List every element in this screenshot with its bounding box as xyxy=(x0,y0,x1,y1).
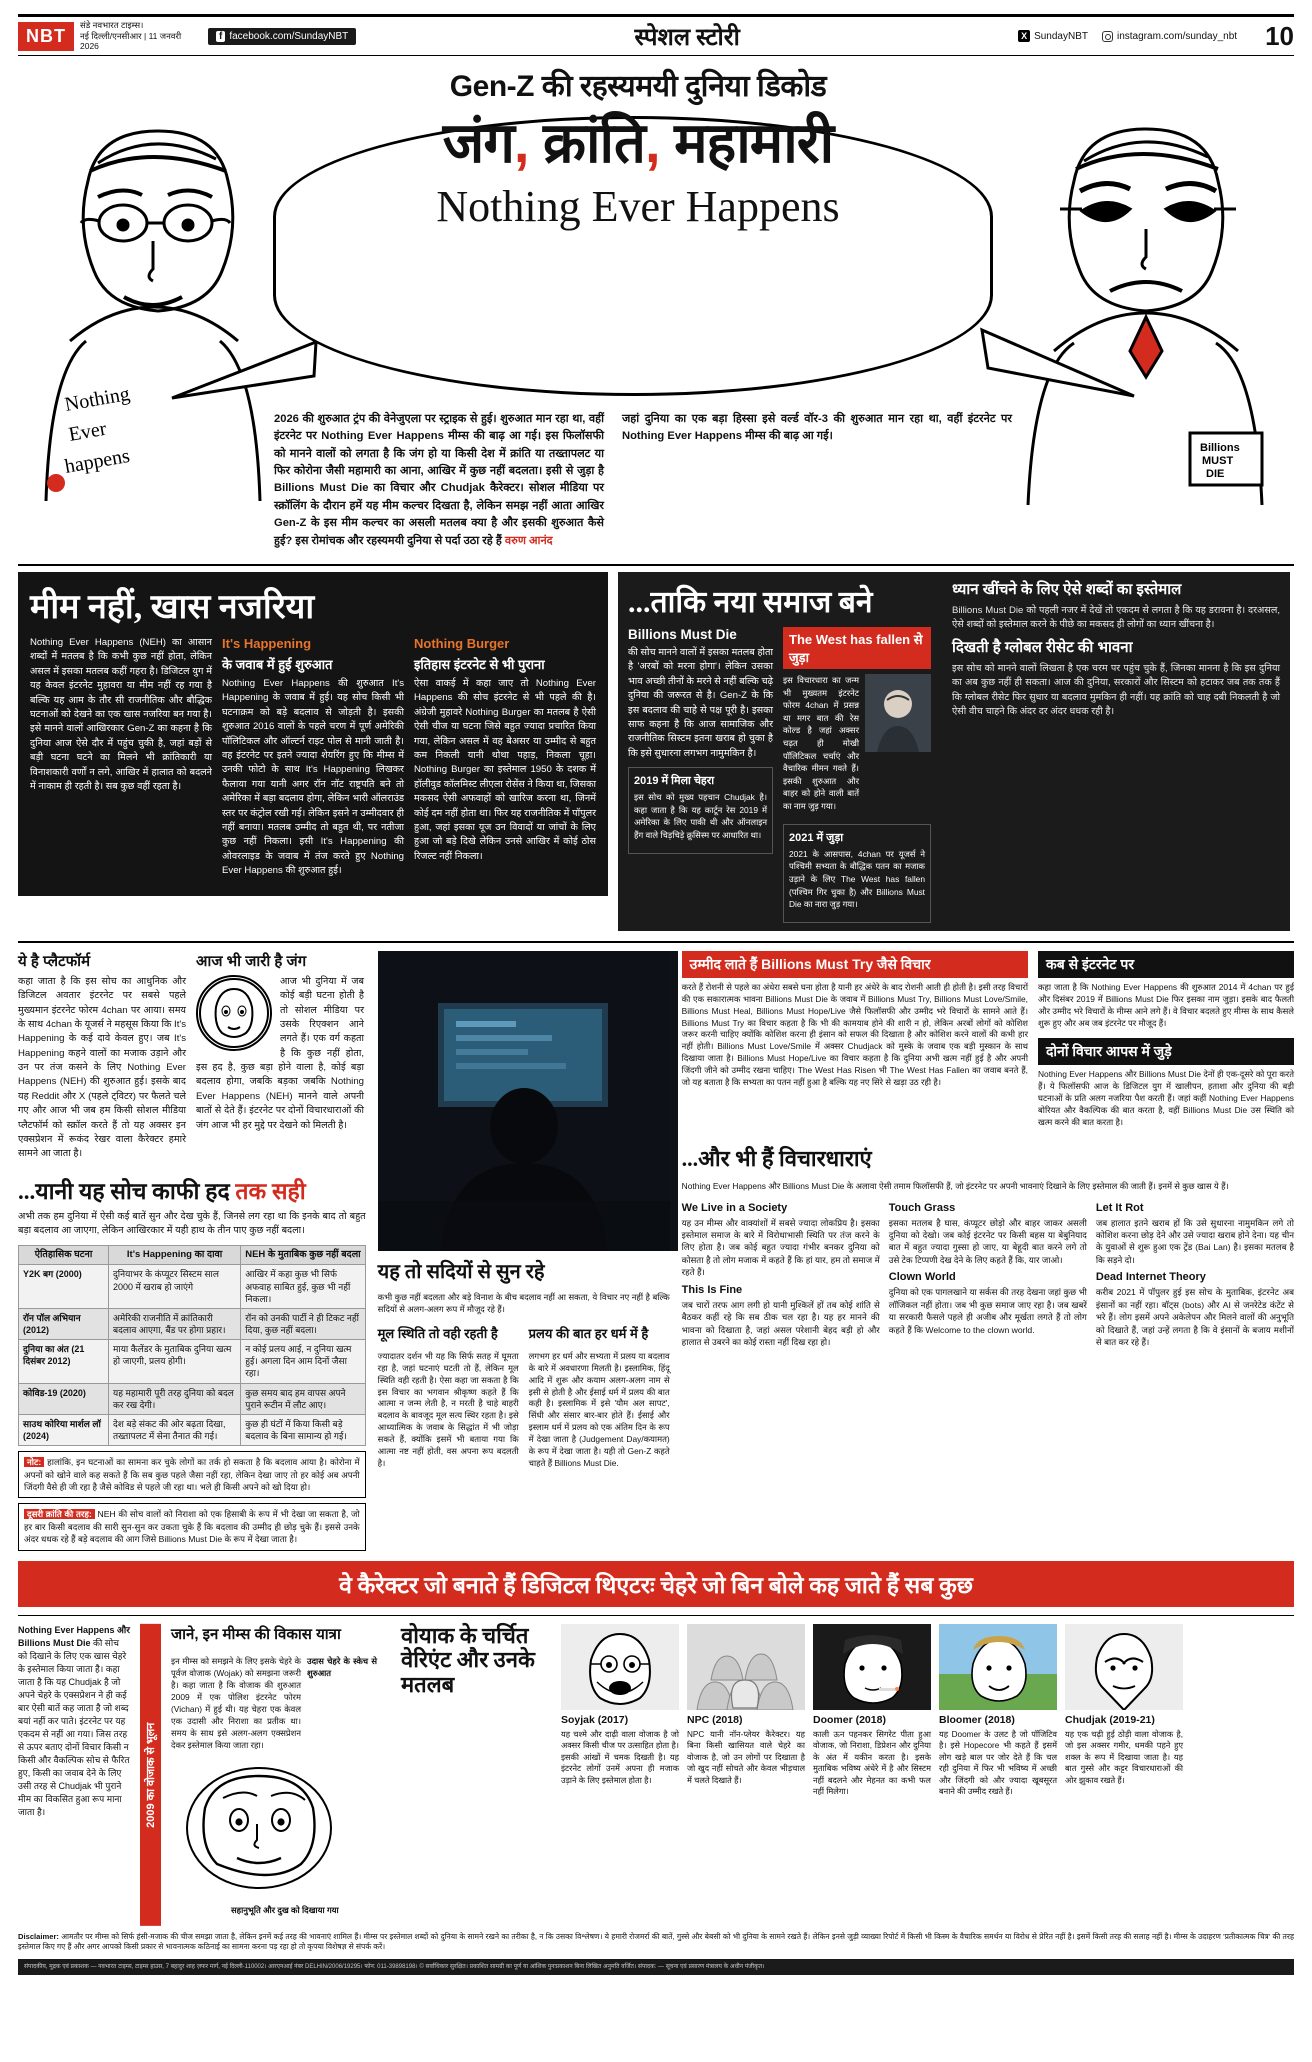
facebook-handle: facebook.com/SundayNBT xyxy=(229,30,349,42)
cell-event: दुनिया का अंत (21 दिसंबर 2012) xyxy=(19,1340,109,1383)
masthead xyxy=(18,14,1294,56)
table-row xyxy=(19,1265,366,1308)
memes-intro-block xyxy=(18,1624,130,1926)
nothing-burger-title: Nothing Burger xyxy=(414,636,510,651)
soyjak-image xyxy=(561,1624,679,1710)
lead-paragraphs xyxy=(274,411,1034,550)
instagram-handle: instagram.com/sunday_nbt xyxy=(1117,30,1238,42)
disclaimer-body: आमतौर पर मीम्स को सिर्फ हंसी-मजाक की चीज समझा जाता है, लेकिन इनमें कई तरह की भावनाएं शामिल हैं। मीम्स पर इस्तेमाल शब्दों को दुनिया के सामने रखने का तरीका है, न कि उसका विश्लेषण। ये हमारी रोजमर्रा की बातें, गुस्से और बेबसी को भी दुनिया के सामने रखते हैं। लेकिन इनसे जुड़ी व्याख्या रिपोर्ट में किसी भी किस्म के वैचारिक समर्थन या विरोध से प्रेरित नहीं है। इसमें किसी तरह की सलाह नहीं है। मीम्स के उदाहरण 'प्रतीकात्मक चित्र' की तरह इस्तेमाल किए गए हैं और अगर आपको किसी प्रकार से भावनात्मक कठिनाई का सामना करना पड़ रहा हो तो कृपया विशेषज्ञ से संपर्क करें। xyxy=(18,1931,1294,1952)
soyjak-graphic xyxy=(561,1624,679,1710)
war-body: आज भी दुनिया में जब कोई बड़ी घटना होती है तो सोशल मीडिया पर उसके रिएक्शन आने लगते हैं। एक वर्ग कहता है कि कुछ नहीं होता, इस हद है, कुछ बड़ा होने वाला है, कोई बड़ा बदलाव होगा, जबकि बड़का जबकि Nothing Ever Happens (NEH) मानने वाले अपनी बातों से देते हैं। इंटरनेट पर दोनों विचारधाराओं की जंग आज भी हर मुद्दे पर देखने को मिलती है। xyxy=(196,975,364,1131)
bmd-box-2021-body: 2021 के आसपास, 4chan पर यूजर्स ने पश्चिमी सभ्यता के बौद्धिक पतन का मजाक उड़ाने के लिए The West has fallen (पश्चिम गिर चुका है) और Billions Must Die का नारा जुड़ गया। xyxy=(789,848,925,910)
twitter-handle: SundayNBT xyxy=(1034,30,1088,42)
meme-nahi-col-1 xyxy=(30,636,212,884)
memes-intro-title: Nothing Ever Happens और Billions Must Die xyxy=(18,1624,130,1648)
meme-title: Bloomer (2018) xyxy=(939,1713,1015,1726)
bmd-box-2019 xyxy=(628,767,773,853)
wojak-avatar xyxy=(196,975,272,1051)
person-at-computer-photo xyxy=(378,951,678,1251)
meme-body: यह चश्मे और दाढ़ी वाला वोजाक है जो अक्सर किसी चीज पर उत्साहित होता है। इसकी आंखों में चमक दिखती है। यह इंटरनेट लोगों उनमें अपना ही मजाक उड़ाने के लिए इस्तेमाल होता है। xyxy=(561,1729,679,1785)
newspaper-page xyxy=(0,14,1312,2062)
headline-word-2: क्रांति xyxy=(543,111,645,174)
th-claim: It's Happening का दावा xyxy=(109,1245,241,1265)
bloomer-image xyxy=(939,1624,1057,1710)
dono-vichar-body: Nothing Ever Happens और Billions Must Die देनों ही एक-दूसरे को पूरा करते हैं। ये फिलॉसफी आज के डिजिटल युग में खालीपन, हताशा और दुनिया की बड़ी घटनाओं के प्रति अलग नजरिया पैश करती हैं। जहां कहीं Nothing Ever Happens बोरियत और वैकल्पिक की बात करता है, वहीं Billions Must Die उस स्थिति को खत्म करने की बात करता है। xyxy=(1038,1068,1294,1127)
disclaimer-label: Disclaimer: xyxy=(18,1931,59,1941)
instagram-icon xyxy=(1102,31,1113,42)
kab-se-title: कब से इंटरनेट पर xyxy=(1038,951,1294,978)
headline-group xyxy=(318,64,958,232)
lead-paragraph-right: जहां दुनिया का एक बड़ा हिस्सा इसे वर्ल्ड वॉर-3 की शुरुआत मान रहा था, वहीं इंटरनेट पर Nothing Ever Happens मीम्स की बाढ़ आ गई। xyxy=(622,413,1012,443)
note-2 xyxy=(18,1503,366,1550)
variants-heading-block xyxy=(401,1624,551,1926)
table-row xyxy=(19,1340,366,1383)
meme-title: Doomer (2018) xyxy=(813,1713,886,1726)
footer-imprint: संपादकीय, मुद्रक एवं प्रकाशक — नवभारत टाइम्स, टाइम्स हाउस, 7 बहादुर शाह ज़फर मार्ग, नई दिल्ली-110002। आरएनआई नंबर DELHIN/2006/19295। फोन: 011-39898198। © सर्वाधिकार सुरक्षित। प्रकाशित सामग्री का पूर्ण या आंशिक पुनःप्रकाशन बिना लिखित अनुमति वर्जित। संपादक: — सूचना एवं प्रसारण मंत्रालय के अधीन पंजीकृत। xyxy=(18,1959,1294,1975)
dhyan-khinchne-body: Billions Must Die को पहली नजर में देखें तो एकदम से लगता है कि यह डरावना है। दरअसल, ऐसे शब्दों को इस्तेमाल करने के पीछे का मकसद ही लोगों का ध्यान खींचना है। xyxy=(952,604,1280,630)
lead-left-text: 2026 की शुरुआत ट्रंप की वेनेजुएला पर स्ट्राइक से हुई। शुरुआत मान रहा था, वहीं इंटरनेट पर Nothing Ever Happens मीम्स की बाढ़ आ गई। इस फिलॉसफी को मानने वालों को लगता है कि जंग हो या किसी देश में क्रांति या तख्तापलट या फिर कोरोना जैसी महामारी का आना, आखिर में कुछ नहीं बदलता। इसी से जुड़ा है Billions Must Die का विचार और Chudjak कैरेक्टर। सोशल मीडिया पर स्क्रॉलिंग के दौरान हमें यह मीम कल्चर दिखता है, लेकिन समझ नहीं आता आखिर Gen-Z के इस मीम कल्चर का असली मतलब क्या है और इसकी शुरुआत कैसे हुई? इस रोमांचक और रहस्यमयी दुनिया से पर्दा उठा रहे हैं xyxy=(274,413,604,547)
doomer-image xyxy=(813,1624,931,1710)
cell-claim: माया कैलेंडर के मुताबिक दुनिया खत्म हो जाएगी, प्रलय होगी। xyxy=(109,1340,241,1383)
npc-image xyxy=(687,1624,805,1710)
vertical-label-2009: 2009 का वोजाक से भूलन xyxy=(140,1624,161,1926)
column-platform xyxy=(18,951,366,1551)
dono-vichar-title: दोनों विचार आपस में जुड़े xyxy=(1038,1038,1294,1065)
its-happening-subtitle: के जवाब में हुई शुरुआत xyxy=(222,657,333,672)
meme-title: Soyjak (2017) xyxy=(561,1713,629,1726)
headline-word-1: जंग xyxy=(442,111,514,174)
table-header-row xyxy=(19,1245,366,1265)
global-reset-title: दिखती है ग्लोबल रीसेट की भावना xyxy=(952,639,1133,657)
bmd-left-col xyxy=(628,627,773,923)
column-umeed xyxy=(682,951,1294,1551)
wojak-original-illustration xyxy=(171,1762,371,1892)
speech-bubble-tail-right xyxy=(978,326,1138,406)
cell-claim: देश बड़े संकट की ओर बढ़ता दिखा, तख्तापलट में सेना तैनात की गई। xyxy=(109,1414,241,1445)
ideology-col-2 xyxy=(889,1202,1087,1354)
aur-bhi-title-bold: विचारधाराएं xyxy=(779,1145,872,1171)
social-links xyxy=(1018,21,1294,52)
table-row xyxy=(19,1414,366,1445)
meme-title: Chudjak (2019-21) xyxy=(1065,1713,1155,1726)
meme-card-doomer xyxy=(813,1624,931,1926)
wojak-avatar-graphic xyxy=(198,977,270,1049)
ideology-body: करीब 2021 में पॉपुलर हुई इस सोच के मुताबिक, इंटरनेट अब इंसानों का नहीं रहा। बॉट्स (bots) और AI से जनरेटेड कंटेंट से भरे हैं। लोग इसमें अपने अकेलेपन और मिलने वालों की अनुभूति को दिखाते हैं, जहां उन्हें लगता है कि वे इंसानों के बजाय मशीनों से बात कर रहे हैं। xyxy=(1095,1287,1294,1348)
aur-bhi-intro: Nothing Ever Happens और Billions Must Die के अलावा ऐसी तमाम फिलॉसफी हैं, जो इंटरनेट पर अपनी भावनाएं दिखाने के लिए इस्तेमाल की जाती हैं। इनमें से कुछ खास ये हैं। xyxy=(681,1181,1229,1192)
meme-body: काली ऊन पहनकर सिगरेट पीता हुआ वोजाक, जो निराशा, डिप्रेशन और दुनिया के अंत में यकीन करता है। इसके मुताबिक भविष्य अंधेरे में है और सिस्टम नहीं बदलने और मेहनत का कभी फल नहीं मिलेगा। xyxy=(813,1729,931,1797)
bmd-year-boxes xyxy=(628,767,773,853)
facebook-icon: f xyxy=(216,31,225,42)
nothing-burger-body: ऐसा वाकई में कहा जाए तो Nothing Ever Happens की सोच इंटरनेट से भी पहले की है। अंग्रेजी मुहावरे Nothing Burger का मतलब है ऐसी ऐसी चीज या घटना जिसे बहुत ज्यादा प्रचारित किया गया, लेकिन असल में वह बेअसर या उम्मीद से बहुत कम निकली यानी थोथा पहाड़, निकला चूहा। Nothing Burger का इस्तेमाल 1950 के दशक में हॉलीवुड कॉलमिस्ट लीएला रोसेंस ने किया था, जिसका मकसद ऐसी अफवाहों को खारिज करना था, जिनमें कोई दम नहीं होता था। फिर यह राजनीतिक में पॉपुलर हुआ, जहां इसका यूज उन विवादों या जांचों के लिए हुआ जो बड़े दिखे लेकिन उनसे आखिर में कोई ठोस रिजल्ट नहीं निकला। xyxy=(414,678,596,862)
bloomer-graphic xyxy=(939,1624,1057,1710)
aur-bhi-title-pre: ...और भी हैं xyxy=(681,1145,774,1171)
journey-body: इन मीम्स को समझने के लिए इसके चेहरे के पूर्वज वोजाक (Wojak) को समझना जरूरी है। कहा जाता है कि वोजाक की शुरुआत 2009 में एक पोलिश इंटरनेट फोरम (Vichan) में हुई थी। यह चेहरा एक केवल एक उदासी और निराशा का प्रतीक था। समय के साथ इसे अलग-अलग एक्सप्रेशन देकर इस्तेमाल किया जाता रहा। xyxy=(171,1656,301,1750)
cell-result: रॉन को उनकी पार्टी ने ही टिकट नहीं दिया, कुछ नहीं बदला। xyxy=(241,1308,365,1339)
its-happening-title: It's Happening xyxy=(222,636,312,651)
table-body xyxy=(19,1265,366,1446)
chudjak-graphic xyxy=(1065,1624,1183,1710)
meme-body: यह Doomer के उलट है जो पॉजिटिव है। इसे Hopecore भी कहते हैं इसमें लोग खड़े बाल पर जोर देते हैं कि चल रही दुनिया में फिर भी भविष्य में अच्छी और जिंदगी को और ज्यादा खूबसूरत बनाने की उम्मीद रखते हैं। xyxy=(939,1729,1057,1797)
bmd-right-col xyxy=(783,627,931,923)
meme-card-npc xyxy=(687,1624,805,1926)
mool-sthiti-title: मूल स्थिति तो वही रहती है xyxy=(377,1326,498,1342)
table-row xyxy=(19,1308,366,1339)
meme-body: NPC यानी नॉन-प्लेयर कैरेक्टर। यह बिना किसी खासियत वाले चेहरे का वोजाक है, जो उन लोगों पर दिखाता है जो खुद नहीं सोचते और केवल भीड़चाल में चलते दिखाते हैं। xyxy=(687,1729,805,1785)
column-meme-nahi xyxy=(18,572,618,931)
kab-se-internet-block xyxy=(1038,951,1294,1137)
aur-bhi-title xyxy=(682,1143,1294,1173)
sadiyon-title: यह तो सदियों से सुन रहे xyxy=(377,1260,545,1283)
meme-nahi-intro: Nothing Ever Happens (NEH) का आसान शब्दों में मतलब है कि कभी कुछ नहीं होता, लेकिन असल में इसका मतलब कहीं गहरा है। डिजिटल युग में यह केवल इंटरनेट मुहावरा या मीम नहीं रह गया है बल्कि यह आम के तौर सी राजनीतिक और बौद्धिक घटनाओं को देखने का एक खास नजरिया बन गया है। इसे मानने वालों आखिरकार Gen-Z का कहना है कि दुनिया आज ऐसे दौर में पहुंच चुकी है, जहां बड़ों से बड़ी घटना घटने का मिलने भी क्रांतिकारी या विनाशकारी वर्णों न लगे, आखिर में हालात को बदलने में नाकाम ही रहती है। सब कुछ वहीं रहता है। xyxy=(30,637,212,792)
bmd-box-2019-title: 2019 में मिला चेहरा xyxy=(634,775,715,788)
instagram-link[interactable] xyxy=(1102,31,1237,42)
mool-sthiti-block xyxy=(378,1324,519,1478)
journey-caption-2: सहानुभूति और दुख को दिखाया गया xyxy=(231,1905,339,1916)
person-at-computer-graphic xyxy=(378,951,670,1251)
main-article-grid xyxy=(18,572,1294,931)
journey-title: जाने, इन मीम्स की विकास यात्रा xyxy=(171,1625,341,1643)
meme-body: यह एक चढ़ी हुई ठोड़ी वाला वोजाक है, जो इस अक्सर गमीर, धमकी पहने हुए शक्ल के रूप में दिखाया जाता है। यह बात गुस्से और कट्टर विचारधाराओं की ओर झुकाव रखते हैं। xyxy=(1065,1729,1183,1785)
meme-title: NPC (2018) xyxy=(687,1713,743,1726)
nbt-logo: NBT xyxy=(18,22,74,51)
column-sadiyon xyxy=(378,951,670,1551)
ideology-title: Touch Grass xyxy=(888,1201,956,1214)
speech-bubble-tail-left xyxy=(168,336,318,406)
middle-grid xyxy=(18,941,1294,1551)
headline-word-3: महामारी xyxy=(674,111,834,174)
shirt-text-2: Ever xyxy=(67,417,109,446)
journey-block xyxy=(171,1624,391,1926)
protest-photo-graphic xyxy=(865,674,931,752)
left-character-illustration xyxy=(28,111,278,511)
column-dhyan-khinchne xyxy=(942,572,1290,931)
soch-title-pre: ...यानी यह सोच काफी हद xyxy=(18,1178,230,1204)
variants-heading: वोयाक के चर्चित वेरिएंट और उनके मतलब xyxy=(401,1622,535,1698)
its-happening-body: Nothing Ever Happens की शुरुआत It's Happening के जवाब में हुई। यह सोच किसी भी घटनाक्रम को बड़े बदलाव से जोड़ती है। इसकी शुरुआत 2016 वालों के पहले चरण में पूर्ण अमेरिकी पॉलिटिकल और ऑल्टर्न राइट पोल से मानी जाती है। वह इंटरनेट पर इतने ज्यादा शेयरिंग हुए कि मीम्स में उनकी फोटो के साथ It's Happening लिखकर फैलाया गया यानी अगर रॉन नॉट राष्ट्रपति बने तो अमेरिका में बड़ा बदलाव होगा, लेकिन भारी ऑलराउंड स्तर पर कंट्रोल रखी गई। लेकिन इसने न उम्मीदवार ही नहीं बनाया। मतलब उम्मीद तो बहुत थी, पर नतीजा कुछ नहीं निकला। इसी It's Happening की ओवरलाइड के जवाब में तंज करते हुए Nothing Ever Happens की शुरुआत हुई। xyxy=(222,678,404,877)
column-billions-must-die xyxy=(618,572,942,931)
meme-card-soyjak xyxy=(561,1624,679,1926)
cell-result: न कोई प्रलय आई, न दुनिया खत्म हुई। अगला दिन आम दिनों जैसा रहा। xyxy=(241,1340,365,1383)
page-number: 10 xyxy=(1265,20,1294,51)
ideology-body: दुनिया को एक पागलखाने या सर्कस की तरह देखना जहां कुछ भी लॉजिकल नहीं होता। जब भी कुछ समाज जाए रहा है। जब खबरें या सरकारी फैसले पहले ही अजीब और मूर्खता लगते हैं तो लोग कहते हैं कि Welcome to the clown world. xyxy=(888,1287,1087,1335)
right-character-illustration xyxy=(1004,111,1284,511)
lead-paragraph-left xyxy=(274,411,604,550)
note-1-body: हालांकि, इन घटनाओं का सामना कर चुके लोगों का तर्क हो सकता है कि बदलाव आया है। कोरोना में अपनों को खोने वाले कह सकते हैं कि सब कुछ पहले जैसा नहीं रहा, लेकिन देखा जाए तो हर कोई अब अपनी जिंदगी वैसे ही जी रहा है जैसे कोविड से पहले जी रहा था। भले ही किसी अपने को खो दिया हो। xyxy=(24,1457,360,1493)
platform-body: कहा जाता है कि इस सोच का आधुनिक और डिजिटल अवतार इंटरनेट पर सबसे पहले मुख्यमान इंटरनेट फोरम 4chan पर आया। समय के साथ 4chan के यूजर्स ने महसूस किया कि It's Happening के कई दावे केवल हुए। जब It's Happening कहने वालों का मजाक उड़ाने और उन पर तंज कसने के लिए Nothing Ever Happens (NEH) की शुरुआत हुई। इसके बाद यह Reddit और X (पहले ट्विटर) पर फैलते चले गए और आज भी जब हम किसी सोशल मीडिया प्लैटफॉर्म को स्क्रॉल करते हैं तो यह अक्सर इन एक्सप्रेशन में रूकंद रेखर वाला कैरेक्टर हमारे सामने आ जाता है। xyxy=(18,975,186,1160)
meme-nahi-block xyxy=(18,572,608,896)
ideology-col-1 xyxy=(682,1202,880,1354)
ideology-col-3 xyxy=(1096,1202,1294,1354)
disclaimer xyxy=(18,1932,1294,1953)
sadiyon-body: कभी कुछ नहीं बदलता और बड़े विनाश के बीच बदलाव नहीं आ सकता, ये विचार नए नहीं है बल्कि सदियों से अलग-अलग रूप में मौजूद रहे हैं। xyxy=(377,1292,670,1315)
meme-card-bloomer xyxy=(939,1624,1057,1926)
war-title: आज भी जारी है जंग xyxy=(196,952,307,970)
twitter-link[interactable] xyxy=(1018,30,1088,42)
cell-result: कुछ ही घंटों में किया किसी बड़े बदलाव के बिना सामान्य हो गई। xyxy=(241,1414,365,1445)
shirt-text-3: happens xyxy=(63,444,132,478)
platform-block xyxy=(18,951,186,1168)
ideology-body: जब हालात इतने खराब हों कि उसे सुधारना नामुमकिन लगे तो कोशिश करना छोड़ देने और उसे ज्यादा खराब होने देना। यह चीन के युवाओं से शुरू हुआ एक ट्रेंड (Bai Lan) है। इसका मतलब है कि सड़ने दो। xyxy=(1095,1217,1294,1265)
pralay-block xyxy=(529,1324,670,1478)
th-event: ऐतिहासिक घटना xyxy=(19,1245,109,1265)
twitter-x-icon: X xyxy=(1018,30,1030,42)
soch-body: अभी तक हम दुनिया में ऐसी कई बातें सुन और देख चुके हैं, जिनसे लग रहा था कि इनके बाद तो बहुत बड़ा बदलाव आ जाएगा, लेकिन आखिरकार में यही हाथ के तीन पाए कुछ नहीं बदला। xyxy=(18,1210,366,1237)
headline-kicker: Gen-Z की रहस्यमयी दुनिया डिकोड xyxy=(449,70,827,103)
headline-script: Nothing Ever Happens xyxy=(436,182,840,231)
cell-claim: दुनियाभर के कंप्यूटर सिस्टम साल 2000 में खराब हो जाएंगे xyxy=(109,1265,241,1308)
cell-claim: अमेरिकी राजनीति में क्रांतिकारी बदलाव आएगा, बैंड पर होगा प्रहार। xyxy=(109,1308,241,1339)
umeed-body: करते हैं रोशनी से पहले का अंधेरा सबसे घना होता है यानी हर अंधेरे के बाद रोशनी आती ही होती है। इसी तरह विचारों की एक सकारात्मक भावना Billions Must Die के जवाब में Billions Must Try, Billions Must Love/Smile, Billions Must Heal, Billions Must Hope/Live जैसे फिलॉसफी और उम्मीद भरे विचारों के सामने आते हैं। Billions Must Try का विचार कहता है कि भी की कामयाब होने की शारी न हो, लेकिन अरबों लोगों को कोशिश जरूर करनी चाहिए क्योंकि कोशिश करना ही इंसान को सफल की दिखाता है और कोशिश करने वालों की कभी हार नहीं होती। Billions Must Love/Smile में अक्सर Chudjack को मुस्के के जवाब एक बड़ी मुस्कान के साथ दिखाया जाता है। Billions Must Hope/Live का विचार कहता है कि दुनिया अभी खत्म नहीं हुई है और अपनी जिंदगी जीने को उम्मीद रखना चाहिए। The West Has Risen भी The West Has Fallen का जवाब बनते हैं, जो यह बताता है कि सभ्यता का पतन नहीं हुआ है बल्कि यह नए सिरे से खड़ा उठ रही है। xyxy=(681,981,1028,1088)
ideology-title: Let It Rot xyxy=(1095,1201,1144,1214)
shirt-text-1: Nothing xyxy=(63,382,132,416)
box-text-3: DIE xyxy=(1206,468,1225,480)
meme-nahi-title: मीम नहीं, खास नजरिया xyxy=(30,589,315,626)
global-reset-body: इस सोच को मानने वालों लिखता है एक चरम पर पहुंच चुके हैं, जिनका मानना है कि इस दुनिया का अब कुछ नहीं ही सकता। आज की दुनिया, सरकारों और सिस्टम को हटाकर जब तक तक हैं कि ग्लोबल रीसेट फिर सुधार या बदलाव मुमकिन ही नहीं। यह क्रांति को चाह दबी निकलती है जो ऐसी वीच चाहने कि अंदर दर अंदर धधक रही है। xyxy=(952,662,1280,717)
masthead-edition-line1: संडे नवभारत टाइम्स। xyxy=(80,20,144,31)
cell-event: रॉन पॉल अभियान (2012) xyxy=(19,1308,109,1339)
umeed-title: उम्मीद लाते हैं Billions Must Try जैसे विचार xyxy=(682,951,1028,978)
ideology-title: Clown World xyxy=(888,1271,956,1284)
west-has-fallen-body: इस विचारधारा का जन्म भी मुख्यतम इंटरनेट फोरम 4chan में प्रसन्न था मगर बात की रेस कोल्ड है जहां अक्सर चढ़त ही मोखी पॉलिटिकल चर्चाएं और वैचारिक मीमन गवते हैं। इसकी शुरुआत और बाहर को होने वाली बातें का नाम जुड़ गया। xyxy=(783,675,859,812)
ideology-title: Dead Internet Theory xyxy=(1095,1271,1206,1284)
kab-se-body: कहा जाता है कि Nothing Ever Happens की शुरुआत 2014 में 4chan पर हुई और दिसंबर 2019 में Billions Must Die फिर इसका नाम जुड़ा। इसके बाद फैलती और उम्मीद भरे विचारों के मीम्स आने लगे हैं। वे विचार बदलते हुए मीम्स के साथ कैसले शुरू हुए और अब जब इंटरनेट पर मौजूद हैं। xyxy=(1038,981,1294,1028)
cell-claim: यह महामारी पूरी तरह दुनिया को बदल कर रख देगी। xyxy=(109,1383,241,1414)
journey-caption: उदास चेहरे के स्केच से शुरुआत xyxy=(307,1656,377,1679)
meme-nahi-col-2 xyxy=(222,636,404,884)
masthead-edition xyxy=(80,20,200,52)
ideology-body: यह उन मीम्स और वाक्यांशों में सबसे ज्यादा लोकप्रिय है। इसका इस्तेमाल समाज के बारे में विरोधाभासी स्थिति पर तंज करने के लिए होता है। जब कोई बहुत ज्यादा गंभीर बनकर दुनिया को कोसता है तो लोग मजाक में कहते हैं कि हां यार, हम तो समाज में रहते हैं। xyxy=(681,1217,880,1278)
doomer-graphic xyxy=(813,1624,931,1710)
nothing-burger-subtitle: इतिहास इंटरनेट से भी पुराना xyxy=(414,657,545,672)
page-title: स्पेशल स्टोरी xyxy=(634,24,740,51)
bmd-box-2021-title: 2021 में जुड़ा xyxy=(789,831,844,844)
war-block xyxy=(196,951,364,1168)
headline-main: जंग, क्रांति, महामारी xyxy=(442,111,834,174)
meme-card-chudjak xyxy=(1065,1624,1183,1926)
ideology-title: We Live in a Society xyxy=(681,1201,788,1214)
platform-title: ये है प्लैटफॉर्म xyxy=(18,952,91,970)
note-1 xyxy=(18,1451,366,1498)
meme-nahi-col-3 xyxy=(414,636,596,884)
bmd-heading: Billions Must Die xyxy=(628,627,737,642)
west-has-fallen-bar: The West has fallen से जुड़ा xyxy=(783,627,931,669)
protest-photo xyxy=(865,674,931,752)
bmd-box-2019-body: इस सोच को मुख्य पहचान Chudjak है। कहा जाता है कि यह कार्टून रेस 2019 में अमेरिका के लिए पाकी थी और ऑनलाइन हैंग वाले चिड़चिड़े क्रूसिस्म पर आधारित था। xyxy=(634,792,767,840)
memes-evolution-section xyxy=(18,1615,1294,1926)
historical-events-table xyxy=(18,1245,366,1447)
byline: वरुण आनंद xyxy=(504,534,553,547)
characters-section-banner: वे कैरेक्टर जो बनाते हैं डिजिटल थिएटरः चेहरे जो बिन बोले कह जाते हैं सब कुछ xyxy=(18,1561,1294,1607)
dhyan-khinchne-title: ध्यान खींचने के लिए ऐसे शब्दों का इस्तेमाल xyxy=(952,581,1182,598)
ideology-title: This Is Fine xyxy=(681,1283,743,1296)
note-2-tag: दूसरी क्रांति की तरह: xyxy=(24,1509,95,1519)
cell-event: कोविड-19 (2020) xyxy=(19,1383,109,1414)
box-text-1: Billions xyxy=(1200,442,1240,454)
cell-event: Y2K बग (2000) xyxy=(19,1265,109,1308)
cell-result: कुछ समय बाद हम वापस अपने पुराने रूटीन में लौट आए। xyxy=(241,1383,365,1414)
taaki-naya-samaj-title: ...ताकि नया समाज बने xyxy=(628,586,873,619)
cell-event: साउथ कोरिया मार्शल लॉ (2024) xyxy=(19,1414,109,1445)
note-2-body: NEH की सोच वालों को निराशा को एक हिसाबी के रूप में भी देखा जा सकता है, जो हर बार किसी बदलाव की सारी सुन-सुन कर उकता चुके हैं कि बदलाव की उम्मीद ही छोड़ चुके हैं। इससे उनके अंदर धधक रहे हैं बड़े बदलाव की आग जिसे Billions Must Die के रूप में देखा जाता है। xyxy=(24,1509,360,1545)
ideologies-grid xyxy=(682,1202,1294,1354)
ideology-body: जब चारों तरफ आग लगी हो यानी मुश्किलें हों तब कोई शांति से बैठकर कहीं रहे कि सब ठीक चल रहा है। यह हर मानने की भावना को दिखाता है, जहां असल परेशानी बेहद बड़ी हो और हालात से उबरने का कोई रास्ता नहीं दिख रहा हो। xyxy=(681,1299,880,1348)
box-text-2: MUST xyxy=(1202,455,1234,467)
memes-intro-body: की सोच को दिखाने के लिए एक खास चेहरे के इस्तेमाल किया जाता है। कहा जाता है कि यह Chudjak है जो अपने चेहरे के एक्सप्रेशन ने ही कई बार ऐसी बातें कह जाता है जो शब्द बयां नहीं कर पाते। इंटरनेट पर यह एकदम से नहीं आ गया। जिस तरह से ऊपर बताए दोनों विचार किसी न किसी और वैकल्पिक सोच से फैरित हुए, किसी का जवाब देने के लिए उसी तरह से Chudjak भी पुराने मीम का विकसित हुआ रूप माना जाता है। xyxy=(18,1637,130,1818)
pralay-title: प्रलय की बात हर धर्म में है xyxy=(528,1326,649,1342)
ideology-body: इसका मतलब है घास, कंप्यूटर छोड़ो और बाहर जाकर असली दुनिया को देखो। जब कोई इंटरनेट पर किसी बहस या बेबुनियाद बात में बहुत ज्यादा गुस्सा हो जाए, या बेहूदी बात करने लगे तो उसे टेक टिप्पणी देख देने के लिए कहते हैं कि, यार जाओ। xyxy=(888,1217,1087,1265)
pralay-body: लगभग हर धर्म और सभ्यता में प्रलय या बदलाव के बारे में अवधारणा मिलती है। इस्लामिक, हिंदू आदि में शुरू और कयाम अलग-अलग नाम से इसी से होती है और ईसाई धर्म में प्रलय की बात कही है। इस्लामिक में इसे 'यौम अल सापट', सिंधी और संसार बार-बार होते हैं। ईसाई और इस्लाम धर्म में प्रलय को एक अंतिम दिन के रूप में देखा जाता है (Judgement Day/कयामत) के रूप में देखा जाता है। यही तो Gen-Z कहते चाहते हैं Billions Must Die. xyxy=(528,1350,670,1469)
facebook-link[interactable] xyxy=(208,28,356,45)
banner-illustration xyxy=(18,56,1294,566)
soch-title-red: तक सही xyxy=(235,1178,306,1204)
meme-cards xyxy=(561,1624,1294,1926)
note-1-tag: नोट: xyxy=(24,1457,44,1467)
masthead-edition-line2: नई दिल्ली/एनसीआर | 11 जनवरी 2026 xyxy=(80,30,182,52)
meme-nahi-columns xyxy=(30,636,596,884)
bmd-box-2021 xyxy=(783,824,931,923)
umeed-block xyxy=(682,951,1028,1137)
table-row xyxy=(19,1383,366,1414)
chudjak-image xyxy=(1065,1624,1183,1710)
bmd-body: की सोच मानने वालों में इसका मतलब होता है 'अरबों को मरना होगा'। लेकिन उसका भाव अच्छी तीनों के मरने से नहीं बल्कि चढ़े दुनिया की जरूरत से है। Gen-Z के कि इस बदलाव की चाहे से पक्ष पूरी है। इसका साफ कहना है कि आज सामाजिक और राजनीतिक सिस्टम इतना खराब हो चुका है कि इसे सुधारना लगभग नामुमकिन है। xyxy=(628,647,773,759)
cell-result: आखिर में कहा कुछ भी सिर्फ अफवाह साबित हुई, कुछ भी नहीं निकला। xyxy=(241,1265,365,1308)
soch-title xyxy=(18,1174,366,1206)
mool-sthiti-body: ज्यादातर दर्शन भी यह कि सिर्फ सतह में घूमता रहा है, जहां घटनाएं घटती तो हैं, लेकिन मूल स्थिति वही रहती है। ऐसा कहा जा सकता है कि इस विचार का भगवान श्रीकृष्ण कहते हैं कि आत्मा न जन्म लेती है, न मरती है चाहे बाहरी बदलाव के बावजूद मूल सत्य स्थिर रहता है। इसे आध्यात्मिक के जवाब के सिद्धांत में भी जोड़ा सकते हैं, क्योंकि इसमें भी बताया गया कि आत्मा नष्ट नहीं होती, वस अपना रूप बदलती है। xyxy=(377,1350,519,1469)
npc-graphic xyxy=(687,1624,805,1710)
th-result: NEH के मुताबिक कुछ नहीं बदला xyxy=(241,1245,365,1265)
